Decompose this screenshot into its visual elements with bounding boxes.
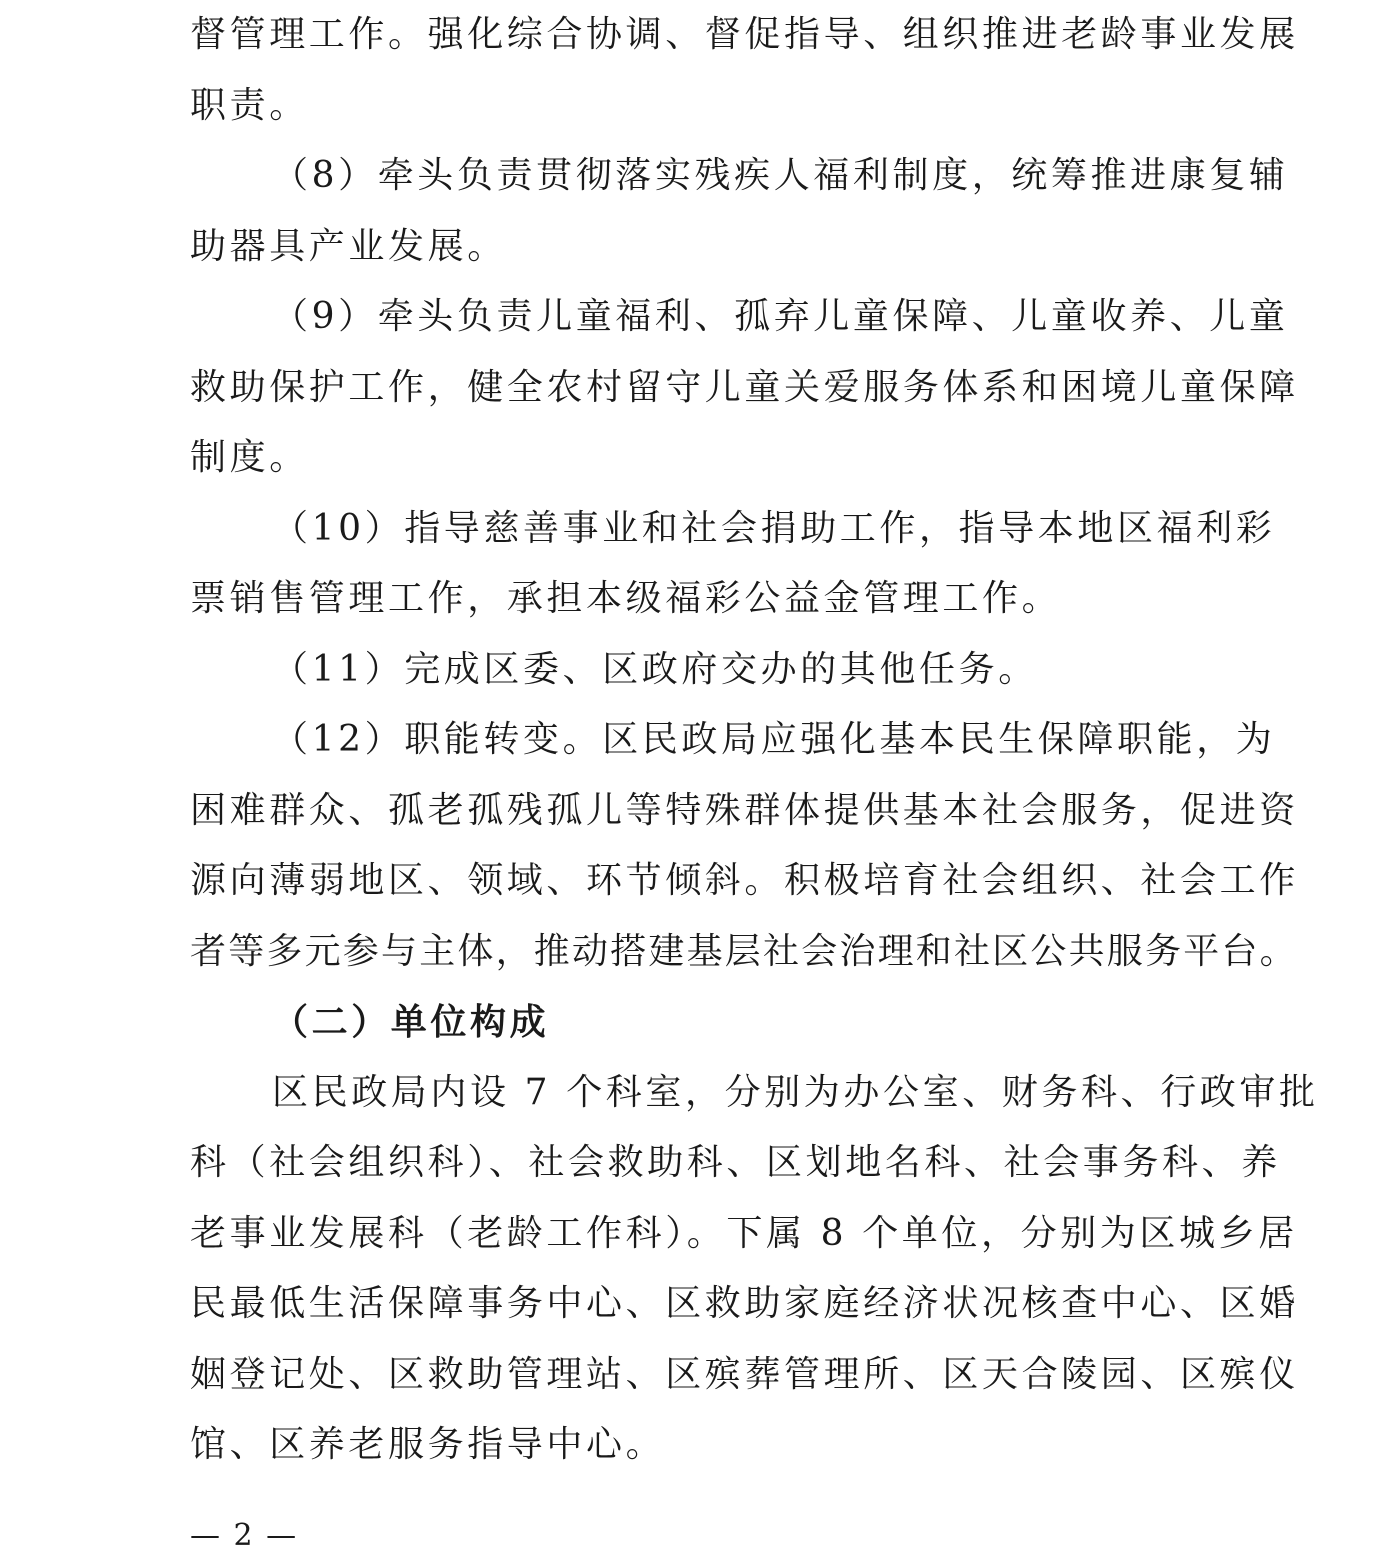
- paragraph-line: 票销售管理工作，承担本级福彩公益金管理工作。: [190, 578, 1062, 619]
- paragraph-line: （8）牵头负责贯彻落实残疾人福利制度，统筹推进康复辅: [272, 155, 1289, 196]
- paragraph-line: （10）指导慈善事业和社会捐助工作，指导本地区福利彩: [272, 507, 1276, 549]
- paragraph-line: 民最低生活保障事务中心、区救助家庭经济状况核查中心、区婚: [190, 1283, 1299, 1324]
- paragraph-line: 职责。: [190, 84, 309, 126]
- page-number: — 2 —: [190, 1518, 299, 1553]
- paragraph-line: 者等多元参与主体，推动搭建基层社会治理和社区公共服务平台。: [190, 930, 1298, 972]
- paragraph-line: 困难群众、孤老孤残孤儿等特殊群体提供基本社会服务，促进资: [190, 789, 1299, 831]
- paragraph-line: 区民政局内设 7 个科室，分别为办公室、财务科、行政审批: [272, 1071, 1319, 1113]
- paragraph-line: 姻登记处、区救助管理站、区殡葬管理所、区天合陵园、区殡仪: [190, 1353, 1299, 1395]
- paragraph-line: 督管理工作。强化综合协调、督促指导、组织推进老龄事业发展: [190, 14, 1299, 55]
- paragraph-line: 助器具产业发展。: [190, 225, 507, 267]
- paragraph-line: （12）职能转变。区民政局应强化基本民生保障职能，为: [272, 719, 1276, 760]
- paragraph-line: 科（社会组织科）、社会救助科、区划地名科、社会事务科、养: [190, 1142, 1281, 1183]
- paragraph-line: 馆、区养老服务指导中心。: [190, 1424, 666, 1465]
- paragraph-line: （9）牵头负责儿童福利、孤弃儿童保障、儿童收养、儿童: [272, 296, 1289, 337]
- document-body: [190, 0, 1319, 1481]
- paragraph-line: 源向薄弱地区、领域、环节倾斜。积极培育社会组织、社会工作: [190, 860, 1299, 901]
- paragraph-line: （11）完成区委、区政府交办的其他任务。: [272, 648, 1038, 690]
- paragraph-line: 老事业发展科（老龄工作科）。下属 8 个单位，分别为区城乡居: [190, 1212, 1298, 1254]
- section-heading: （二）单位构成: [272, 1001, 550, 1043]
- paragraph-line: 救助保护工作，健全农村留守儿童关爱服务体系和困境儿童保障: [190, 366, 1299, 408]
- paragraph-line: 制度。: [190, 437, 309, 478]
